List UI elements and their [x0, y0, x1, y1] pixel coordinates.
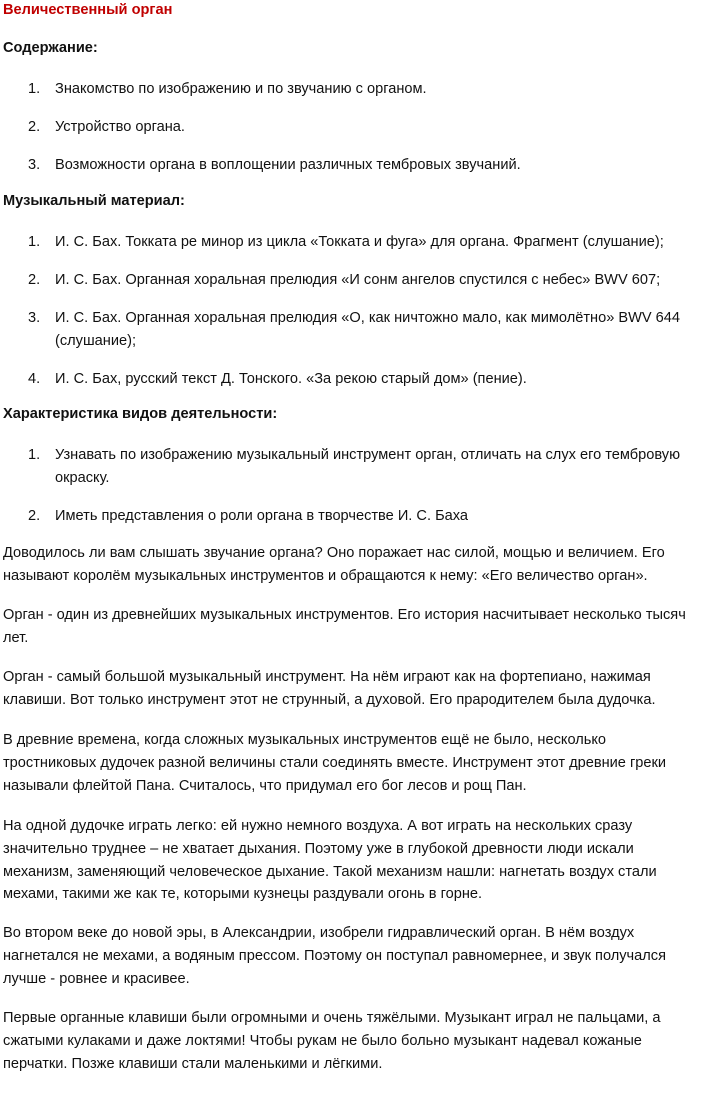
- contents-heading: Содержание:: [3, 40, 98, 56]
- list-number: 1.: [28, 81, 41, 97]
- list-text: Знакомство по изображению и по звучанию с органом.: [55, 81, 427, 97]
- list-number: 4.: [28, 371, 41, 387]
- activities-heading: Характеристика видов деятельности:: [3, 406, 278, 422]
- paragraph: Во втором веке до новой эры, в Александрии, изобрели гидравлический орган. В нём воздух нагнетался не мехами, а водяным прессом. Поэтому он поступал равномернее, и звук получался лучше - ровнее и красивее.: [3, 925, 666, 987]
- list-text: Устройство органа.: [55, 119, 185, 135]
- page-title: Величественный орган: [3, 2, 173, 18]
- list-number: 2.: [28, 508, 41, 524]
- list-number: 3.: [28, 157, 41, 173]
- list-text: И. С. Бах, русский текст Д. Тонского. «За рекою старый дом» (пение).: [55, 371, 527, 387]
- list-text: И. С. Бах. Токката ре минор из цикла «Токката и фуга» для органа. Фрагмент (слушание);: [55, 234, 664, 250]
- list-text: Иметь представления о роли органа в творчестве И. С. Баха: [55, 508, 469, 524]
- list-text: Узнавать по изображению музыкальный инструмент орган, отличать на слух его тембровую окраску.: [55, 447, 681, 486]
- paragraph: На одной дудочке играть легко: ей нужно немного воздуха. А вот играть на нескольких сразу значительно труднее – не хватает дыхания. Поэтому уже в глубокой древности люди искали механизм, заменяющий человеческое дыхание. Такой механизм нашли: нагнетать воздух стали мехами, такими же как те, которыми кузнецы раздували огонь в горне.: [3, 818, 657, 903]
- list-number: 1.: [28, 447, 41, 463]
- list-number: 1.: [28, 234, 41, 250]
- paragraph: Первые органные клавиши были огромными и очень тяжёлыми. Музыкант играл не пальцами, а сжатыми кулаками и даже локтями! Чтобы рукам не было больно музыкант надевал кожаные перчатки. Позже клавиши стали маленькими и лёгкими.: [3, 1010, 661, 1072]
- paragraph: Орган - один из древнейших музыкальных инструментов. Его история насчитывает несколько тысяч лет.: [3, 607, 686, 646]
- list-text: И. С. Бах. Органная хоральная прелюдия «О, как ничтожно мало, как мимолётно» BWV 644 (слушание);: [55, 310, 681, 349]
- list-number: 3.: [28, 310, 41, 326]
- paragraph: В древние времена, когда сложных музыкальных инструментов ещё не было, несколько тростниковых дудочек разной величины стали соединять вместе. Инструмент этот древние греки называли флейтой Пана. Считалось, что придумал его бог лесов и рощ Пан.: [3, 732, 667, 794]
- list-number: 2.: [28, 119, 41, 135]
- list-number: 2.: [28, 272, 41, 288]
- material-heading: Музыкальный материал:: [3, 193, 185, 209]
- paragraph: Орган - самый большой музыкальный инструмент. На нём играют как на фортепиано, нажимая клавиши. Вот только инструмент этот не струнный, а духовой. Его прародителем была дудочка.: [3, 669, 656, 708]
- list-text: И. С. Бах. Органная хоральная прелюдия «И сонм ангелов спустился с небес» BWV 607;: [55, 272, 661, 288]
- paragraph: Доводилось ли вам слышать звучание органа? Оно поражает нас силой, мощью и величием. Его называют королём музыкальных инструментов и обращаются к нему: «Его величество орган».: [3, 545, 665, 584]
- list-text: Возможности органа в воплощении различных тембровых звучаний.: [55, 157, 521, 173]
